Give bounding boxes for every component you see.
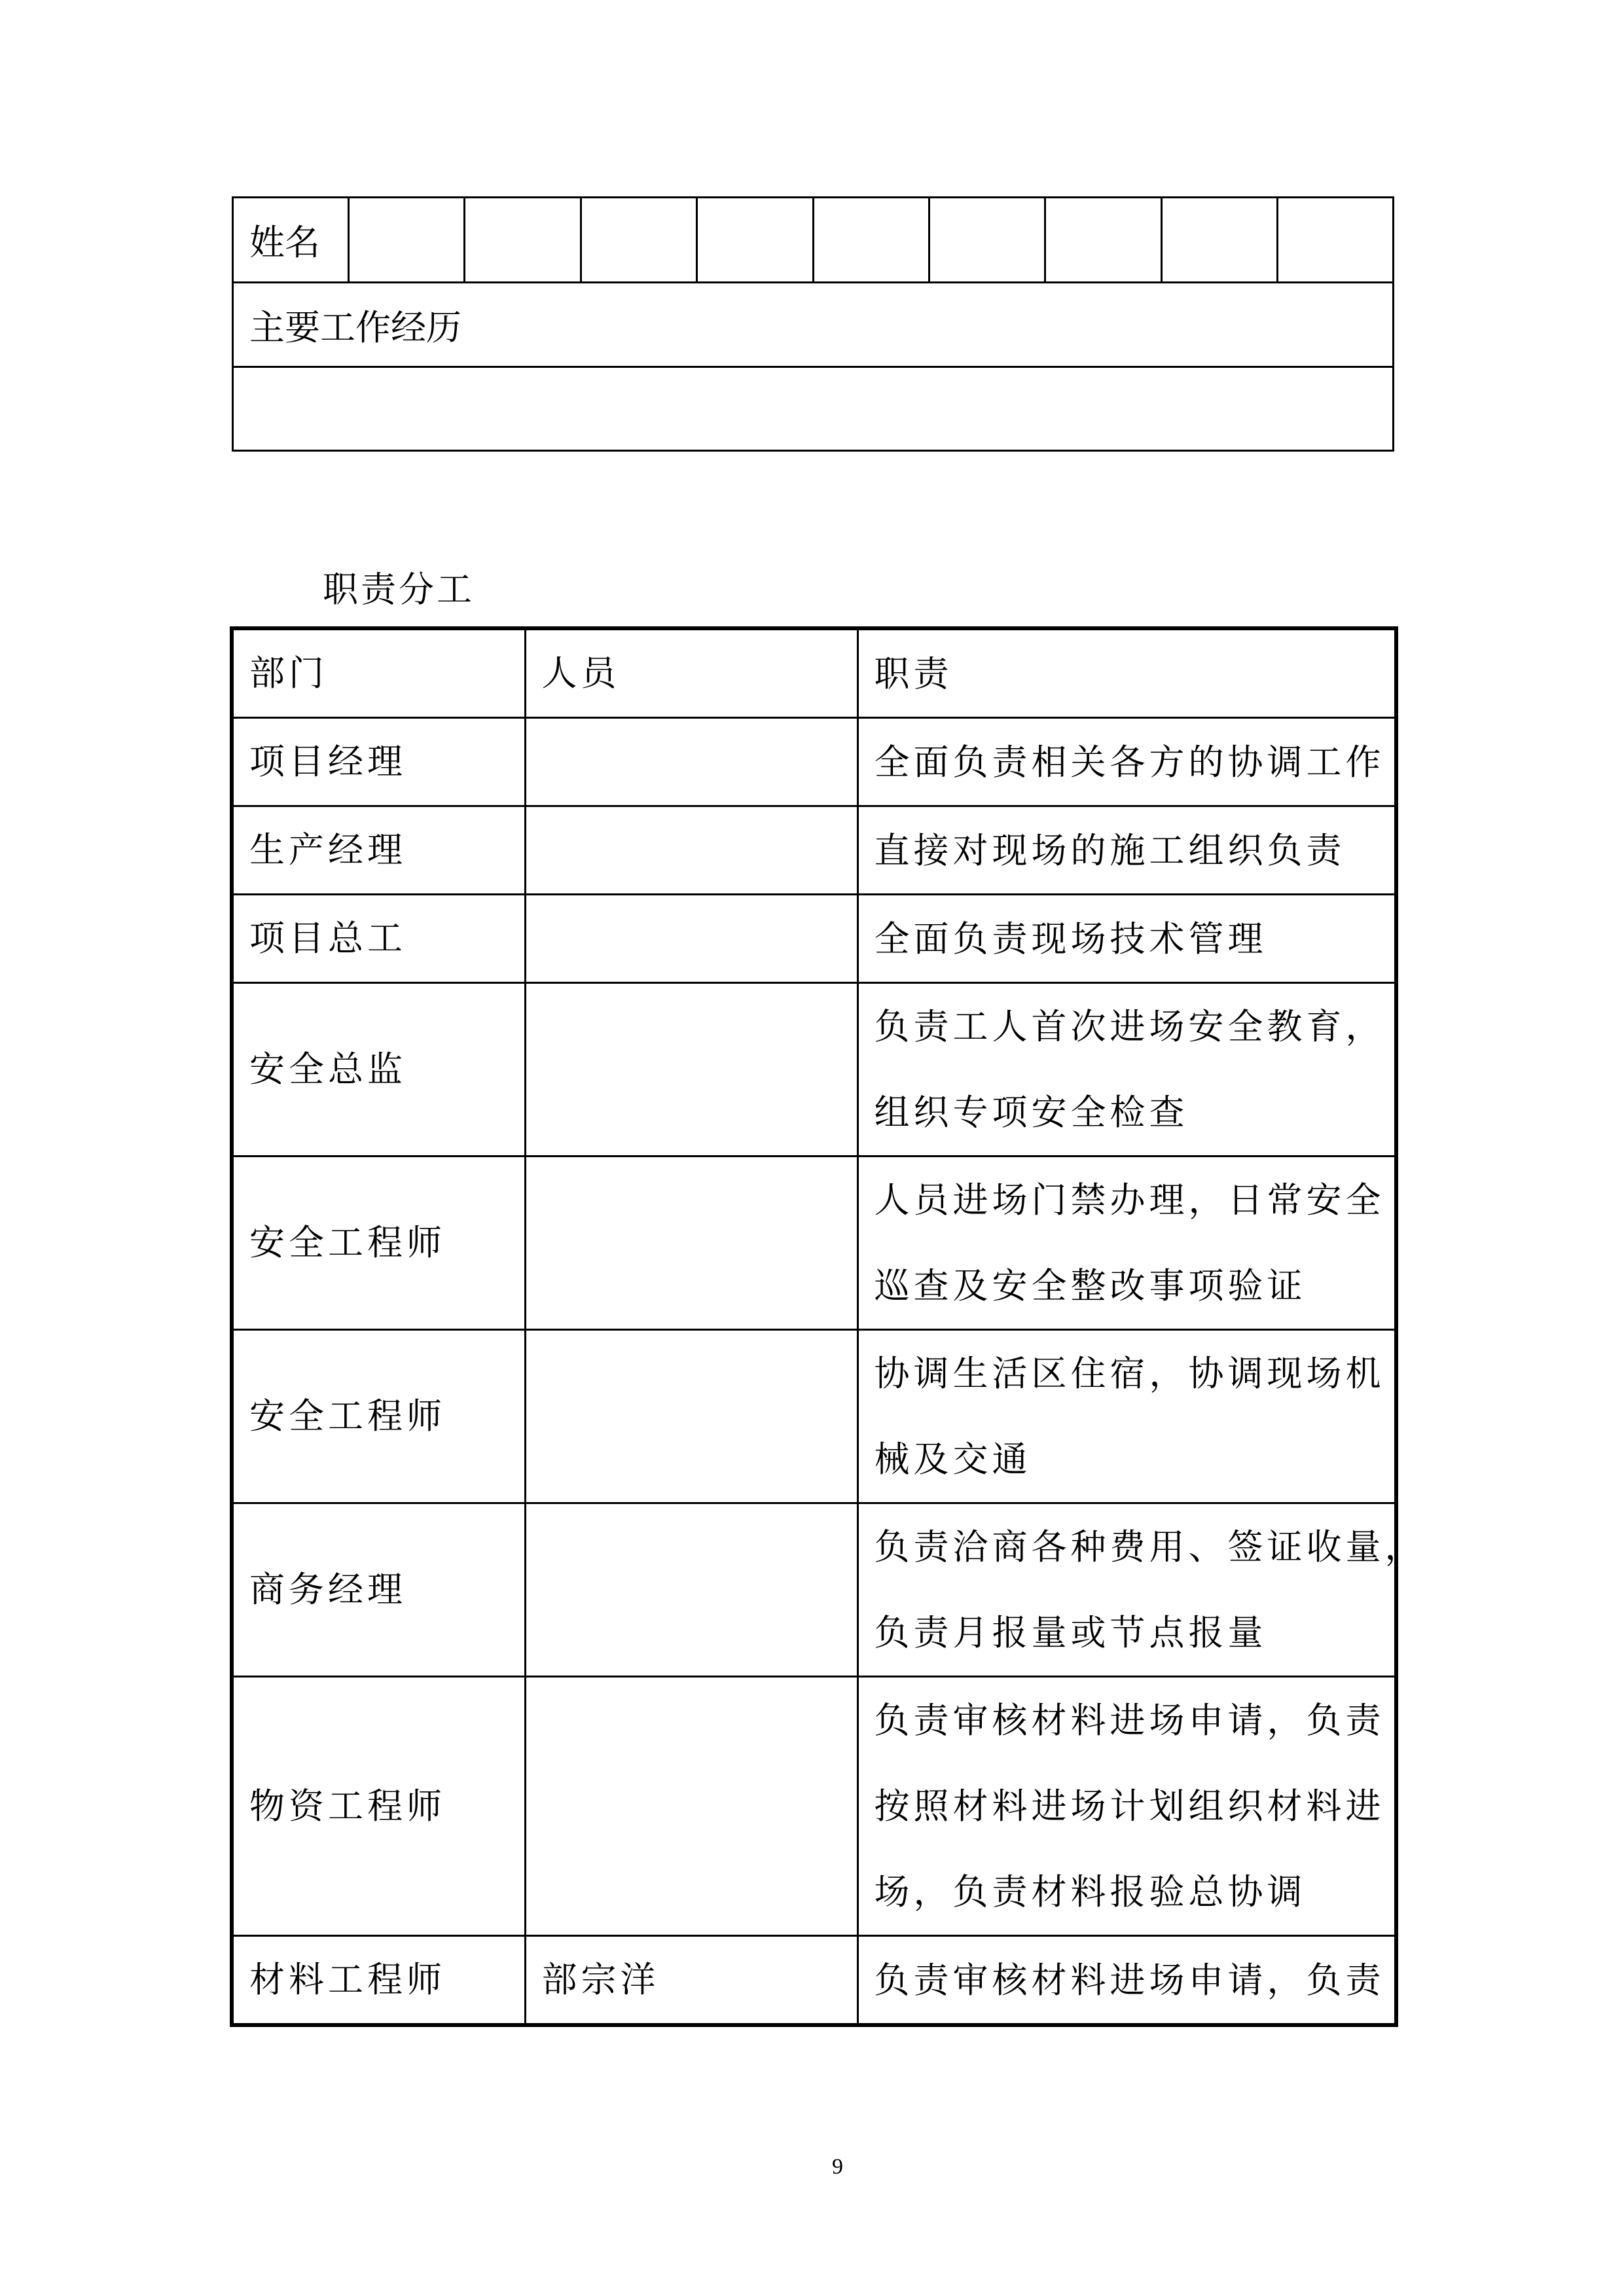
- table-row: [232, 1677, 1396, 1936]
- duty-line: 全面负责相关各方的协调工作: [874, 741, 1385, 783]
- person-cell[interactable]: 部宗洋: [525, 1936, 857, 2026]
- dept-cell: 材料工程师: [232, 1936, 525, 2026]
- experience-label-row: [233, 283, 1394, 367]
- person-cell[interactable]: [525, 1677, 857, 1936]
- dept-cell: 项目经理: [232, 718, 525, 806]
- dept-cell: 安全工程师: [232, 1157, 525, 1330]
- person-cell[interactable]: [525, 983, 857, 1157]
- experience-value-cell[interactable]: [233, 367, 1394, 451]
- person-cell[interactable]: [525, 1330, 857, 1503]
- duty-line: 负责洽商各种费用、签证收量，: [874, 1526, 1424, 1568]
- duty-line: 协调生活区住宿，协调现场机: [874, 1353, 1385, 1394]
- name-label: 姓名: [233, 198, 349, 283]
- page-number: 9: [832, 2155, 843, 2179]
- table-row: [232, 1330, 1396, 1503]
- duty-cell: [857, 1677, 1396, 1936]
- header-row: [232, 628, 1396, 718]
- duty-cell: [857, 718, 1396, 806]
- duty-line: 负责审核材料进场申请，负责: [874, 1959, 1385, 2001]
- person-cell[interactable]: [525, 806, 857, 895]
- name-cell[interactable]: [697, 198, 814, 283]
- duty-line: 人员进场门禁办理，日常安全: [874, 1179, 1385, 1221]
- duty-line: 直接对现场的施工组织负责: [874, 829, 1346, 871]
- experience-value-row: [233, 367, 1394, 451]
- name-cell[interactable]: [349, 198, 465, 283]
- table-row: [232, 895, 1396, 983]
- dept-cell: 生产经理: [232, 806, 525, 895]
- dept-cell: 物资工程师: [232, 1677, 525, 1936]
- duty-line: 组织专项安全检查: [874, 1092, 1189, 1133]
- duty-line: 负责月报量或节点报量: [874, 1612, 1267, 1653]
- duty-line: 负责审核材料进场申请，负责: [874, 1700, 1385, 1741]
- table-row: [232, 1157, 1396, 1330]
- person-cell[interactable]: [525, 1157, 857, 1330]
- duty-line: 巡查及安全整改事项验证: [874, 1265, 1307, 1306]
- name-cell[interactable]: [1045, 198, 1162, 283]
- experience-label: 主要工作经历: [233, 283, 1394, 367]
- duty-line: 全面负责现场技术管理: [874, 918, 1267, 960]
- personnel-info-table: [232, 196, 1394, 452]
- dept-cell: 商务经理: [232, 1503, 525, 1677]
- table-row: [232, 806, 1396, 895]
- duty-line: 按照材料进场计划组织材料进: [874, 1785, 1385, 1827]
- name-row: [233, 198, 1394, 283]
- name-cell[interactable]: [1278, 198, 1394, 283]
- dept-cell: 安全总监: [232, 983, 525, 1157]
- table-row: [232, 718, 1396, 806]
- duty-line: 场，负责材料报验总协调: [874, 1871, 1307, 1912]
- duty-cell: [857, 1330, 1396, 1503]
- duty-cell: [857, 983, 1396, 1157]
- person-cell[interactable]: [525, 895, 857, 983]
- duty-cell: [857, 806, 1396, 895]
- table-row: [232, 1936, 1396, 2026]
- person-cell[interactable]: [525, 718, 857, 806]
- table-row: [232, 1503, 1396, 1677]
- name-cell[interactable]: [465, 198, 581, 283]
- dept-cell: 安全工程师: [232, 1330, 525, 1503]
- name-cell[interactable]: [929, 198, 1045, 283]
- person-cell[interactable]: [525, 1503, 857, 1677]
- dept-cell: 项目总工: [232, 895, 525, 983]
- table-row: [232, 983, 1396, 1157]
- duty-cell: [857, 1503, 1424, 1677]
- name-cell[interactable]: [1162, 198, 1278, 283]
- duty-cell: [857, 1936, 1396, 2026]
- header-duty: 职责: [857, 628, 1396, 718]
- name-cell[interactable]: [814, 198, 929, 283]
- section-heading: 职责分工: [323, 569, 475, 610]
- duty-assignment-table: [230, 626, 1424, 2027]
- header-dept: 部门: [232, 628, 525, 718]
- duty-cell: [857, 895, 1396, 983]
- header-person: 人员: [525, 628, 857, 718]
- duty-cell: [857, 1157, 1396, 1330]
- duty-line: 械及交通: [874, 1439, 1032, 1480]
- duty-line: 负责工人首次进场安全教育，: [874, 1006, 1385, 1047]
- name-cell[interactable]: [581, 198, 697, 283]
